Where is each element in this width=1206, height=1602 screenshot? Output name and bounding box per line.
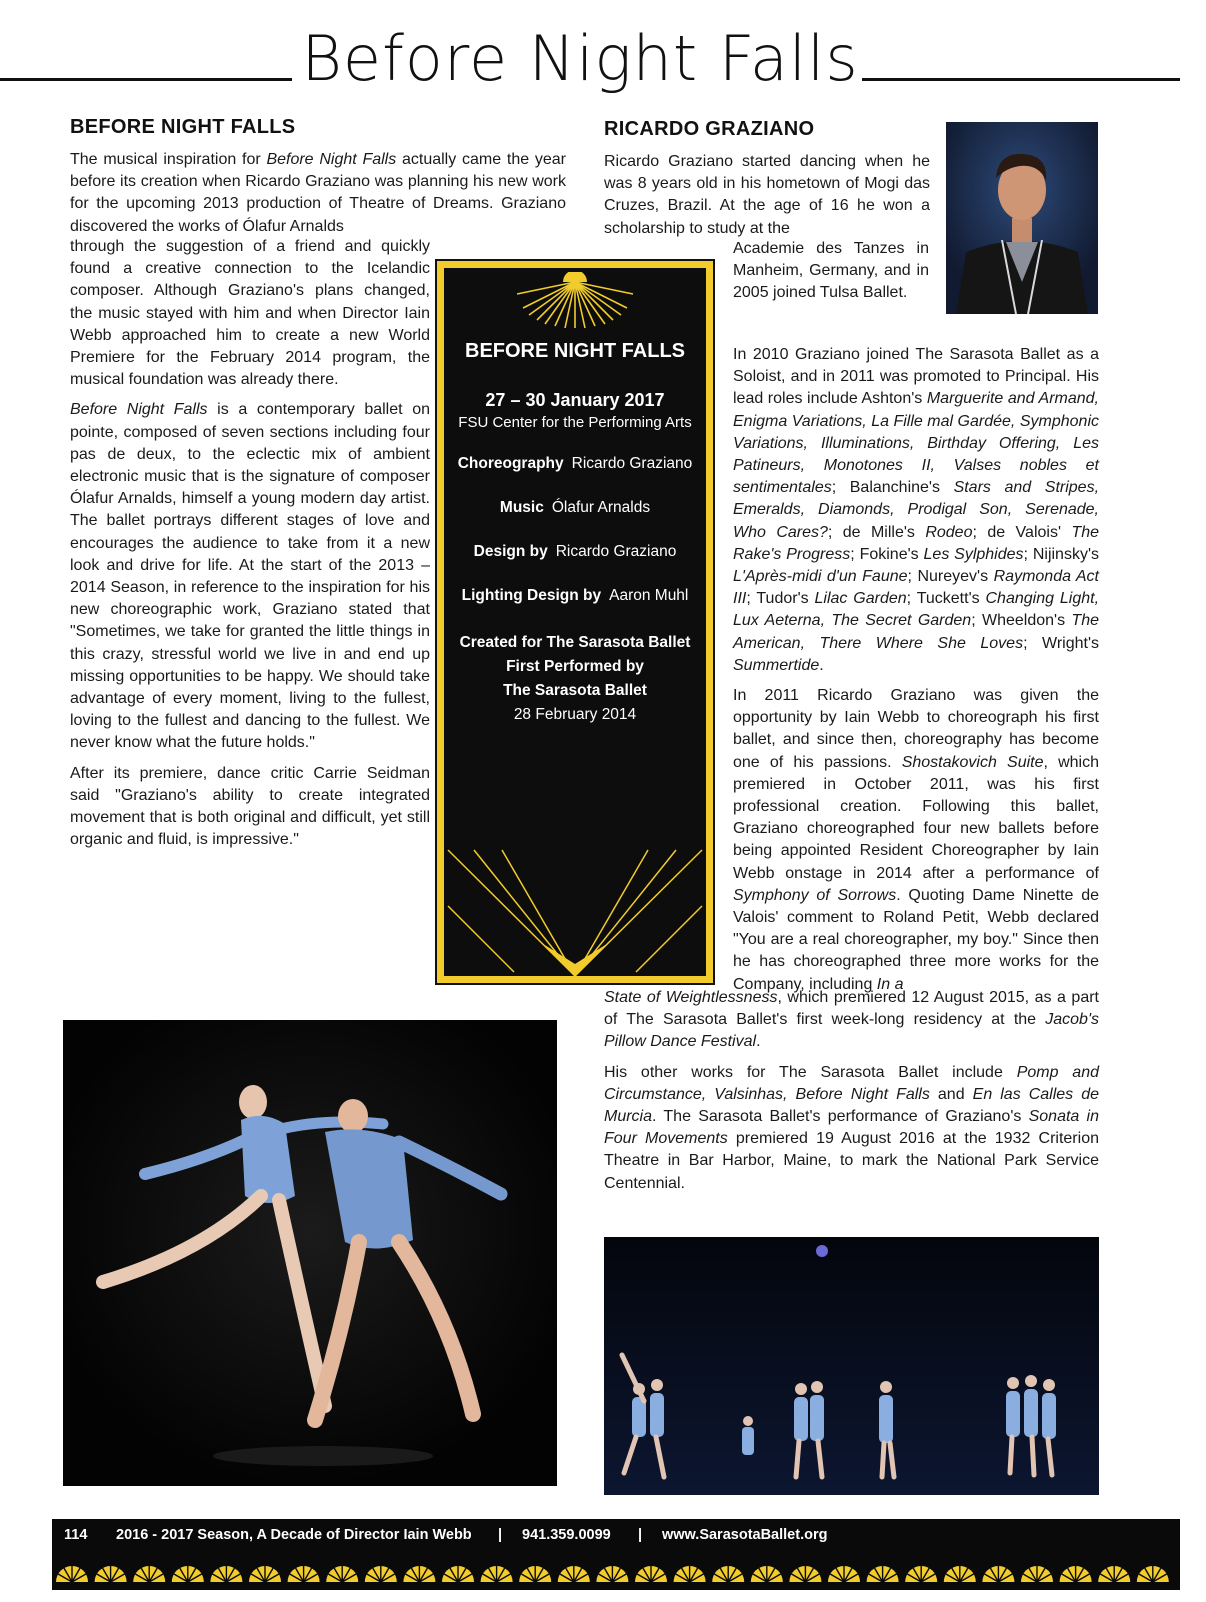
fan-ornament-icon [1137,1566,1169,1582]
poster-lighting: Lighting Design by Aaron Muhl [461,587,689,604]
right-paragraph-weightlessness: State of Weightlessness, which premiered 12 August 2015, as a part of The Sarasota Ballet's first week-long residency at the Jacob's Pillow Dance Festival. [604,989,1099,1051]
right-paragraph-choreography: In 2011 Ricardo Graziano was given the opportunity by Iain Webb to choreograph his first ballet, and since then, choreography has become one of his passions. Shostakovich Suite, which premiered in October 2011, was his first professional creation. Following this ballet, Graziano choreographed four new ballets before being appointed Resident Choreographer by Iain Webb onstage in 2014 after a performance of Symphony of Sorrows. Quoting Dame Ninette de Valois' comment to Roland Petit, Webb declared "You are a real choreographer, my boy." Since then he has choreographed three more works for the Company, including In a [733,687,1100,993]
fan-ornament-icon [635,1566,667,1582]
poster-credits: Created for The Sarasota Ballet First Performed by The Sarasota Ballet 28 February 2014 [459,634,691,723]
right-intro-continued: Academie des Tanzes in Manheim, Germany, and in 2005 joined Tulsa Ballet. [733,240,929,302]
fan-ornament-icon [828,1566,860,1582]
left-intro: The musical inspiration for Before Night Falls actually came the year before its creation when Ricardo Graziano was planning his new work for the upcoming 2013 production of Theatre of Dreams. Graziano discovered the works of Ólafur Arnalds [70,151,567,235]
left-paragraph-1: through the suggestion of a friend and quickly found a creative connection to the Icelandic composer. Although Graziano's plans changed, the music stayed with him and when Director Iain Webb approached him to create a new World Premiere for the February 2014 program, the musical foundation was already there. [70,238,430,389]
left-body [70,236,430,859]
fan-ornament-icon [403,1566,435,1582]
portrait-photo [946,122,1098,314]
event-poster [437,261,713,983]
fan-ornament-icon [867,1566,899,1582]
fan-ornament-icon [905,1566,937,1582]
fan-ornament-icon [1021,1566,1053,1582]
right-intro: Ricardo Graziano started dancing when he was 8 years old in his hometown of Mogi das Cruzes, Brazil. At the age of 16 he won a scholarship to study at the [604,153,930,237]
footer-separator: | [498,1527,503,1543]
poster-venue: FSU Center for the Performing Arts [458,414,692,431]
fan-ornament-icon [789,1566,821,1582]
fan-ornament-icon [210,1566,242,1582]
masthead-rule-right [862,78,1180,81]
right-heading: RICARDO GRAZIANO [604,118,815,140]
footer-phone: 941.359.0099 [522,1527,611,1543]
right-paragraph-other-works: His other works for The Sarasota Ballet include Pomp and Circumstance, Valsinhas, Before Night Falls and En las Calles de Murcia. The Sarasota Ballet's performance of Graziano's Sonata in Four Movements premiered 19 August 2016 at the 1932 Criterion Theatre in Bar Harbor, Maine, to mark the National Park Service Centennial. [604,1063,1100,1192]
ensemble-photo [604,1237,1099,1495]
masthead-rule-left [0,78,292,81]
duet-photo [63,1020,557,1486]
left-heading: BEFORE NIGHT FALLS [70,116,296,138]
left-paragraph-3: After its premiere, dance critic Carrie Seidman said "Graziano's ability to create integrated movement that is both original and difficult, yet still organic and fluid, is impressive." [70,764,430,849]
right-paragraph-roles: In 2010 Graziano joined The Sarasota Ballet as a Soloist, and in 2011 was promoted to Principal. His lead roles include Ashton's Marguerite and Armand, Enigma Variations, La Fille mal Gardée, Symphonic Variations, Illuminations, Birthday Offering, Les Patineurs, Monotones II, Valses nobles et sentimentales; Balanchine's Stars and Stripes, Emeralds, Diamonds, Prodigal Son, Serenade, Who Cares?; de Mille's Rodeo; de Valois' The Rake's Progress; Fokine's Les Sylphides; Nijinsky's L'Après-midi d'un Faune; Nureyev's Raymonda Act III; Tudor's Lilac Garden; Tuckett's Changing Light, Lux Aeterna, The Secret Garden; Wheeldon's The American, There Where She Loves; Wright's Summertide. [733,346,1100,674]
fan-ornament-icon [481,1566,513,1582]
fan-ornament-icon [596,1566,628,1582]
page-number: 114 [64,1527,88,1543]
page-title: Before Night Falls [301,22,859,95]
fan-ornament-icon [56,1566,88,1582]
poster-dates: 27 – 30 January 2017 [485,390,665,410]
fan-ornament-icon [558,1566,590,1582]
fan-ornament-icon [288,1566,320,1582]
fan-ornament-icon [519,1566,551,1582]
art-deco-rays-icon [444,846,706,976]
decorative-fan-border [52,1548,1180,1590]
fan-ornament-icon [944,1566,976,1582]
poster-design: Design by Ricardo Graziano [473,543,677,560]
footer-season: 2016 - 2017 Season, A Decade of Director Iain Webb [116,1527,472,1543]
fan-ornament-icon [442,1566,474,1582]
footer-website-link[interactable]: www.SarasotaBallet.org [662,1527,828,1543]
right-body-wide [604,987,1099,1203]
fan-ornament-icon [751,1566,783,1582]
fan-ornament-icon [1098,1566,1130,1582]
footer-separator: | [638,1527,643,1543]
left-paragraph-2: Before Night Falls is a contemporary ballet on pointe, composed of seven sections including four pas de deux, to the eclectic mix of ambient electronic music that is the signature of composer Ólafur Arnalds, himself a young modern day artist. The ballet portrays different stages of love and encourages the audience to take from it a new look and drive for life. At the start of the 2013 – 2014 Season, in reference to the inspiration for his new choreographic work, Graziano stated that "Sometimes, we take for granted the little things in this crazy, stressful world we live in and end up missing opportunities to be happy. We should take advantage of every moment, living to the fullest, loving to the fullest and dancing to the fullest. We never know what the future holds." [70,401,430,752]
poster-choreography: Choreography Ricardo Graziano [457,455,693,472]
fan-ornament-icon [326,1566,358,1582]
fan-ornament-icon [249,1566,281,1582]
right-body [733,344,1099,1004]
poster-music: Music Ólafur Arnalds [499,499,651,516]
fan-ornament-icon [133,1566,165,1582]
fan-ornament-icon [674,1566,706,1582]
poster-title: BEFORE NIGHT FALLS [465,340,685,362]
sunburst-icon [515,272,635,332]
fan-ornament-icon [365,1566,397,1582]
fan-ornament-icon [982,1566,1014,1582]
fan-ornament-icon [95,1566,127,1582]
fan-ornament-icon [712,1566,744,1582]
fan-ornament-icon [1060,1566,1092,1582]
fan-ornament-icon [172,1566,204,1582]
